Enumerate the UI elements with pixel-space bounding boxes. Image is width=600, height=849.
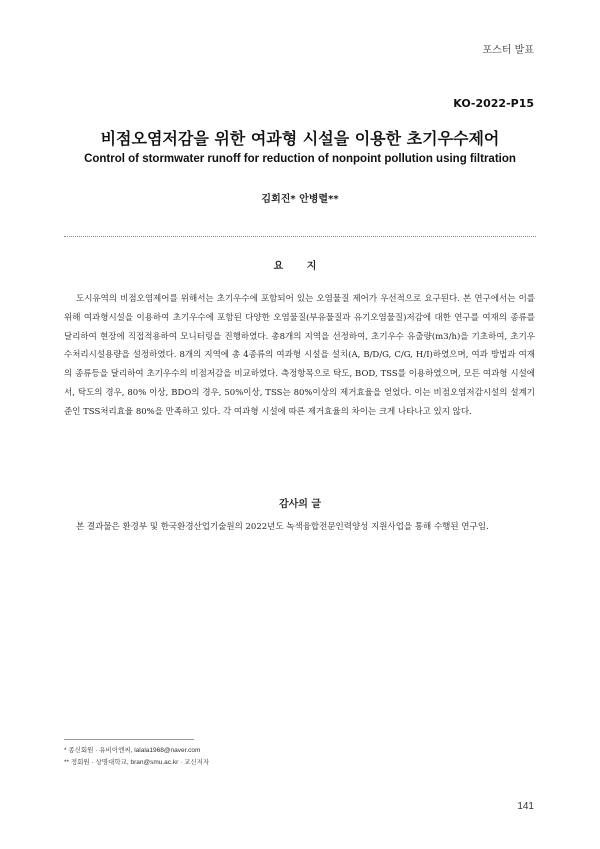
title-english: Control of stormwater runoff for reduction of nonpoint pollution using filtration	[84, 153, 516, 165]
abstract-heading: 요 지	[273, 261, 327, 272]
title-korean: 비점오염저감을 위한 여과형 시설을 이용한 초기우수제어	[100, 129, 500, 148]
section-divider	[64, 236, 536, 237]
acknowledgement-text: 본 결과물은 환경부 및 한국환경산업기술원의 2022년도 녹색융합전문인력양성 지원사업을 통해 수행된 연구임.	[76, 522, 489, 532]
paper-code: KO-2022-P15	[453, 97, 534, 110]
acknowledgement-heading: 감사의 글	[278, 499, 322, 510]
section-label: 포스터 발표	[482, 45, 534, 56]
footnote-rule	[64, 739, 194, 740]
page-number: 141	[517, 801, 534, 812]
footnote-author-1: * 종신회원 · 유비이엔씨, lalala1968@naver.com	[64, 747, 201, 754]
authors: 김회진* 안병렬**	[261, 194, 339, 205]
abstract-text: 도시유역의 비점오염제어를 위해서는 초기우수에 포함되어 있는 오염물질 제어가 우선적으로 요구된다. 본 연구에서는 이를 위해 여과형시설을 이용하여 초기우수에 포함된 다양한 오염물질(부유물질과 유기오염물질)저감에 대한 연구를 여재의 종류를 달리하여 현장에 직접적용하여 모니터링을 진행하였다. 총8개의 지역을 선정하여, 초기우수 유출량(m3/h)을 기초하여, 초기우수처리시설용량을 설정하였다. 8개의 지역에 총 4종류의 여과형 시설을 설치(A, B/D/G, C/G, H/I)하였으며, 여과 방법과 여재의 종류등을 달리하여 초기우수의 비점저감을 비교하였다. 측정항목으로 탁도, BOD, TSS를 이용하였으며, 모든 여과형 시설에서, 탁도의 경우, 80% 이상, BDO의 경우, 50%이상, TSS는 80%이상의 제거효율을 얻었다. 이는 비점오염저감시설의 설계기준인 TSS처리효율 80%을 만족하고 있다. 각 여과형 시설에 따른 제거효율의 차이는 크게 나타나고 있지 않다.	[64, 294, 535, 417]
footnote-author-2: ** 정회원 · 상명대학교, bran@smu.ac.kr · 교신저자	[64, 759, 210, 766]
